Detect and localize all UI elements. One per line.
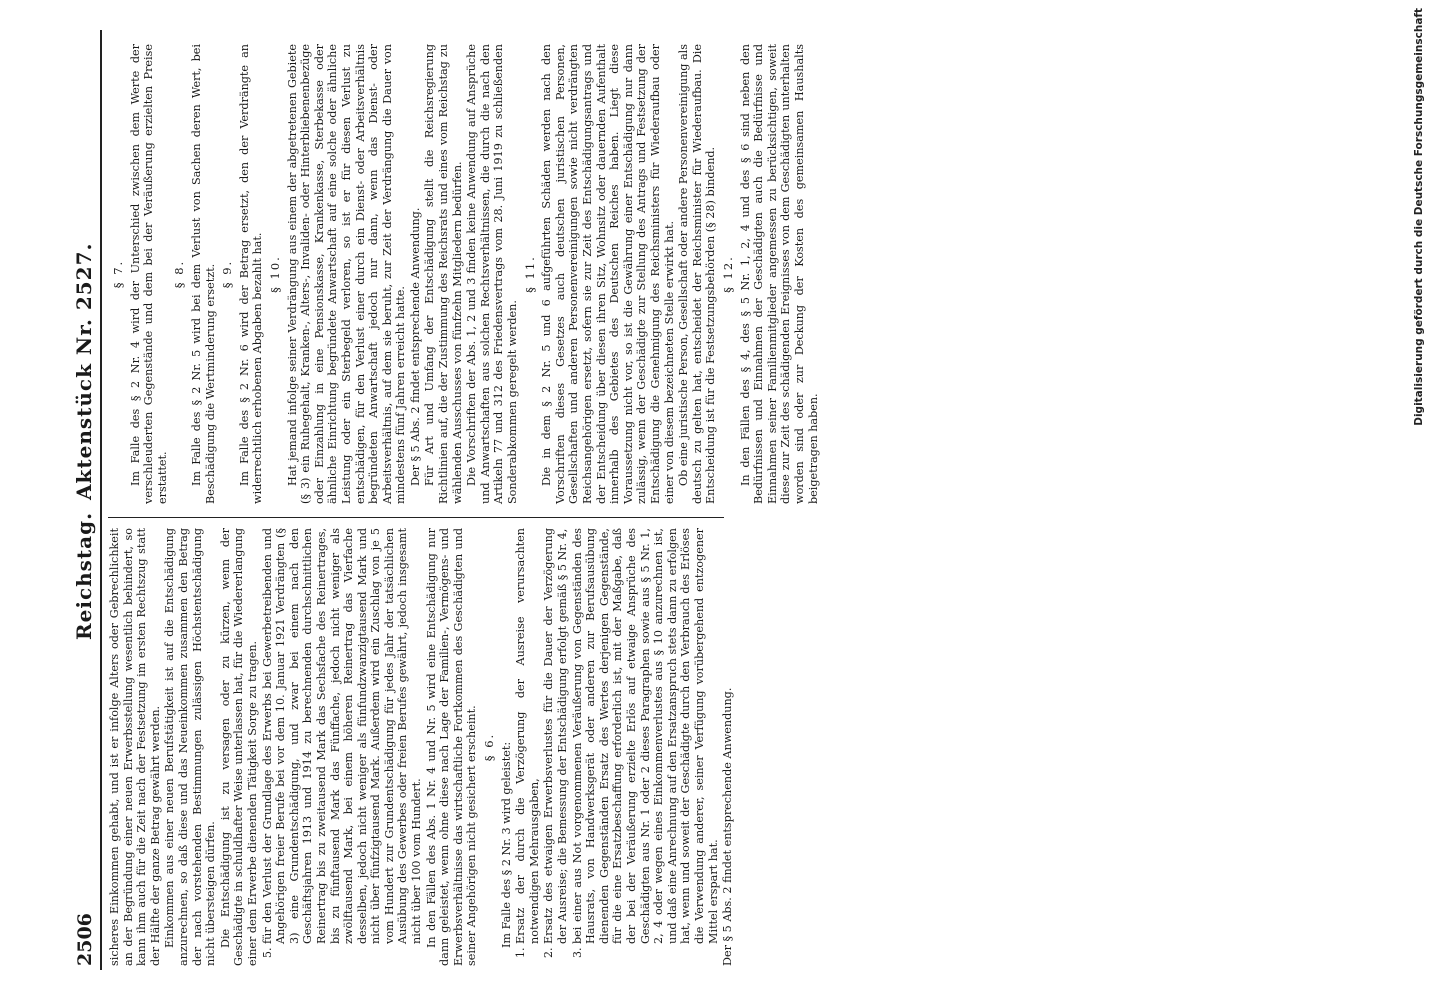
paragraph: Im Falle des § 2 Nr. 3 wird geleistet: bbox=[499, 741, 513, 948]
paragraph: Im Falle des § 2 Nr. 6 wird der Betrag ersetzt, den der Verdrängte an widerrechtlich erhobenen Abgaben bezahlt hat. bbox=[237, 44, 265, 504]
credit-sidebar bbox=[1405, 0, 1434, 1000]
credit-strip bbox=[1405, 0, 1434, 1000]
paragraph: In den Fällen des § 4, des § 5 Nr. 1, 2, 4 und des § 6 sind neben den Bedürfnissen und Einnahmen der Geschädigten auch die Bedürfnisse und Einnahmen seiner Familienmitglieder angemessen zu berücksichtigen, soweit diese zur Zeit des schädigenden Ereignisses von dem Geschädigten unterhalten worden sind oder zur Deckung der Kosten des gemeinsamen Haushalts beigetragen haben. bbox=[738, 44, 820, 504]
section-heading: § 6. bbox=[482, 732, 497, 762]
list-item: 5. für den Verlust der Grundlage des Erwerbs bei Gewerbetreibenden und Angehörigen freier Berufe bei vor dem 10. Januar 1921 Verdrängten (§ 3) eine Grundentschädigung, und zwar bei einem nach den Geschäftsjahren 1913 und 1914 zu berechnenden durchschnittlichen Reinertrag bis zu zweitausend Mark das Sechsfache des Reinertrages, bis zu fünftausend Mark das Fünffache, jedoch nicht weniger als zwölftausend Mark, bei einem höheren Reinertrag das Vierfache desselben, jedoch nicht weniger als fünfundzwanzigtausend Mark und nicht über fünfzigtausend Mark. Außerdem wird ein Zuschlag von je 5 vom Hundert zur Grundentschädigung für jedes Jahr der tatsächlichen Ausübung des Gewerbes oder freien Berufes gewährt, jedoch insgesamt nicht über 100 vom Hundert. bbox=[261, 528, 424, 944]
paragraph: In den Fällen des Abs. 1 Nr. 4 und Nr. 5 wird eine Entschädigung nur dann geleistet, wenn ohne diese nach Lage der Familien-, Vermögens- und Erwerbsverhältnisse das wirtschaftliche Fortkommen des Geschädigten und seiner Angehörigen nicht gesichert erscheint. bbox=[424, 528, 479, 966]
list-item: 1. Ersatz der durch die Verzögerung der Ausreise verursachten notwendigen Mehrausgaben, bbox=[514, 528, 541, 944]
paragraph: Für Art und Umfang der Entschädigung stellt die Reichsregierung Richtlinien auf, die der Zustimmung des Reichsrats und eines vom Reichstag zu wählenden Ausschusses von fünfzehn Mitgliedern bedürfen. bbox=[423, 44, 464, 504]
section-heading: § 12. bbox=[720, 255, 735, 293]
paragraph: Im Falle des § 2 Nr. 5 wird bei dem Verlust von Sachen deren Wert, bei Beschädigung die Wertminderung ersetzt. bbox=[189, 44, 217, 504]
numbered-list bbox=[261, 528, 424, 966]
paragraph: Der § 5 Abs. 2 findet entsprechende Anwendung. bbox=[721, 687, 735, 966]
section-heading: § 8. bbox=[172, 259, 187, 289]
section-heading: § 10. bbox=[267, 255, 282, 293]
paragraph: Einkommen aus einer neuen Berufstätigkeit ist auf die Entschädigung anzurechnen, so daß diese und das Neueinkommen zusammen den Betrag der nach vorstehenden Bestimmungen zulässigen Höchstentschädigung nicht übersteigen dürfen. bbox=[163, 528, 218, 966]
section-heading: § 11. bbox=[522, 255, 537, 293]
section-heading: § 7. bbox=[111, 259, 125, 289]
scanned-page bbox=[70, 20, 820, 980]
paragraph: Die Entschädigung ist zu versagen oder zu kürzen, wenn der Geschädigte in schuldhafter Weise unterlassen hat, für die Wiedererlangung einer dem Erwerbe dienenden Tätigkeit Sorge zu tragen. bbox=[218, 528, 259, 966]
paragraph: sicheres Einkommen gehabt, und ist er infolge Alters oder Gebrechlichkeit an der Begründung einer neuen Erwerbsstellung wesentlich behindert, so kann ihm auch für die Zeit nach der Festsetzung im ersten Rechtszug statt der Hälfte der ganze Betrag gewährt werden. bbox=[108, 528, 162, 966]
section-heading: § 9. bbox=[220, 259, 235, 289]
document-number: Aktenstück Nr. 2527. bbox=[72, 242, 96, 500]
paragraph: Hat jemand infolge seiner Verdrängung aus einem der abgetretenen Gebiete (§ 3) ein Ruhegehalt, Kranken-, Alters-, Invaliden- oder Hinterbliebenenbezüge oder Einzahlung in eine Pensionskasse, Krankenkasse, Sterbekasse oder ähnliche Einrichtung begründete Anwartschaft auf eine solche oder ähnliche Leistung oder ein Sterbegeld verloren, so ist er für diesen Verlust zu entschädigen, für den Verlust einer durch ein Dienst- oder Arbeitsverhältnis begründeten Anwartschaft jedoch nur dann, wenn das Dienst- oder Arbeitsverhältnis, auf dem sie beruht, zur Zeit der Verdrängung die Dauer von mindestens fünf Jahren erreicht hatte. bbox=[285, 44, 408, 504]
numbered-list bbox=[514, 528, 720, 966]
column-divider bbox=[108, 517, 724, 518]
paragraph: Der § 5 Abs. 2 findet entsprechende Anwendung. bbox=[408, 207, 422, 486]
paragraph: Die Vorschriften der Abs. 1, 2 und 3 finden keine Anwendung auf Ansprüche und Anwartschaften aus solchen Rechtsverhältnissen, die durch die nach den Artikeln 77 und 312 des Friedensvertrags vom 28. Juni 1919 zu schließenden Sonderabkommen geregelt werden. bbox=[465, 44, 520, 504]
digitization-credit: Digitalisierung gefördert durch die Deutsche Forschungsgemeinschaft bbox=[1413, 8, 1425, 426]
list-item: 2. Ersatz des etwaigen Erwerbsverlustes für die Dauer der Verzögerung der Ausreise; die Bemessung der Entschädigung erfolgt gemäß § 5 Nr. 4, bbox=[542, 528, 569, 944]
paragraph: Im Falle des § 2 Nr. 4 wird der Unterschied zwischen dem Werte der verschleuderten Gegenstände und dem bei der Veräußerung erzielten Preise erstattet. bbox=[128, 44, 169, 504]
page-content bbox=[70, 20, 820, 980]
left-column bbox=[108, 528, 735, 966]
paragraph: Ob eine juristische Person, Gesellschaft oder andere Personenvereinigung als deutsch zu gelten hat, entscheidet der Reichsminister für Wiederaufbau. Die Entscheidung ist für die Festsetzungsbehörden (§ 28) bindend. bbox=[677, 44, 718, 504]
page-number: 2506 bbox=[74, 913, 96, 966]
right-column bbox=[108, 44, 820, 504]
session-title: Reichstag. bbox=[72, 511, 96, 640]
list-item: 3. bei einer aus Not vorgenommenen Veräußerung von Gegenständen des Hausrats, von Handwerksgerät oder anderen zur Berufsausübung dienenden Gegenständen Ersatz des Wertes derjenigen Gegenstände, für die eine Ersatzbeschaffung erforderlich ist, mit der Maßgabe, daß der bei der Veräußerung erzielte Erlös auf etwaige Ansprüche des Geschädigten aus Nr. 1 oder 2 dieses Paragraphen sowie aus § 5 Nr. 1, 2, 4 oder wegen eines Einkommenverlustes aus § 10 anzurechnen ist, und daß eine Anrechnung auf den Ersatzanspruch stets dann zu erfolgen hat, wenn und soweit der Geschädigte durch den Verbrauch des Erlöses die Verwendung anderer, seiner Verfügung vorübergehend entzogener Mittel erspart hat. bbox=[571, 528, 721, 944]
paragraph: Die in dem § 2 Nr. 5 und 6 aufgeführten Schäden werden nach den Vorschriften dieses Gesetzes auch deutschen juristischen Personen, Gesellschaften und anderen Personenvereinigungen sowie nicht verdrängten Reichsangehörigen ersetzt, sofern sie zur Zeit des Entschädigungsantrags und der Entscheidung über diesen ihren Sitz, Wohnsitz oder dauernden Aufenthalt innerhalb des Gebietes des Deutschen Reiches haben. Liegt diese Voraussetzung nicht vor, so ist die Gewährung einer Entschädigung nur dann zulässig, wenn der Geschädigte zur Stellung des Antrags und Festsetzung der Entschädigung die Genehmigung des Reichsministers für Wiederaufbau oder einer von diesem bezeichneten Stelle erwirkt hat. bbox=[540, 44, 676, 504]
page-header bbox=[70, 30, 102, 970]
